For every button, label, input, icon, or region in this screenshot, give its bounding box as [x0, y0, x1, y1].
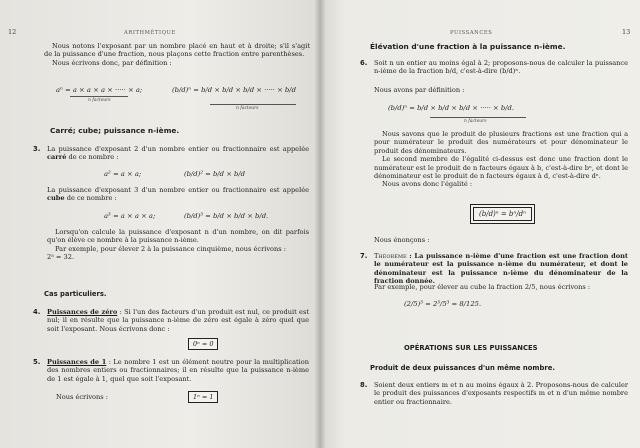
item-number: 5. — [33, 358, 41, 366]
section-title-cas: Cas particuliers. — [44, 290, 107, 298]
formula-cube-fraction: (b/d)³ = b/d × b/d × b/d. — [184, 212, 269, 220]
operations-text: Soient deux entiers m et n au moins égaux à 2. Proposons-nous de calculer le produit des puissances d'exposants respectifs m et n d'un même nombre entier ou fractionnaire. — [374, 381, 628, 406]
item4-text: Puissances de zéro : Si l'un des facteurs d'un produit est nul, ce produit est nul; il en résulte que la puissance n-ième de zéro est égale à zéro quel que soit l'exposant. Nous écrivons donc : — [47, 308, 309, 333]
formula-square-fraction: (b/d)² = b/d × b/d — [184, 170, 246, 178]
formula-b-rhs: = b/d × b/d × b/d × ····· × b/d — [193, 86, 296, 94]
page-number-left: 12 — [8, 28, 17, 36]
formula-square-integer: a² = a × a; — [104, 170, 142, 178]
box-zero-power: 0ⁿ = 0 — [188, 338, 218, 350]
formula-under-label: n facteurs — [236, 106, 259, 111]
box-fraction-theorem: (b/d)ⁿ = bⁿ/dⁿ — [470, 204, 535, 224]
section-subtitle-produit: Produit de deux puissances d'un même nombre. — [370, 364, 555, 372]
section3-body: Nous savons que le produit de plusieurs fractions est une fraction qui a pour numérateur le produit des numérateurs et pour dénominateur le produit des dénominateurs. Le second membre de l'égalité ci-dessus est donc une fraction dont le numérateur est le produit de n facteurs égaux à b, c'est-à-dire bⁿ, et dont le dénominateur est le produit de n facteurs égaux à d, c'est-à-dire dⁿ. Nous avons donc l'égalité : — [374, 130, 628, 189]
item-number: 7. — [360, 252, 368, 260]
item5-text: Puissances de 1 : Le nombre 1 est un élément neutre pour la multiplication des nombres entiers ou fractionnaires; il en résulte que la puissance n-ième de 1 est égale à 1, quel que soit l'exposant. — [47, 358, 309, 383]
section3-p6: Nous énonçons : — [374, 236, 430, 244]
page-number-right: 13 — [622, 28, 631, 36]
section-title-elevation: Élévation d'une fraction à la puissance n-ième. — [370, 42, 566, 51]
item-number: 6. — [360, 59, 368, 67]
item-number: 4. — [33, 308, 41, 316]
item-number: 8. — [360, 381, 368, 389]
section1-p2: La puissance d'exposant 3 d'un nombre entier ou fractionnaire est appelée cube de ce nombre : — [47, 186, 309, 203]
running-head-right: PUISSANCES — [450, 30, 493, 36]
formula-power-integer: aⁿ = a × a × a × ····· × a; — [56, 86, 143, 94]
section1-p1: La puissance d'exposant 2 d'un nombre entier ou fractionnaire est appelée carré de ce nombre : — [47, 145, 309, 162]
formula-example: (2/5)³ = 2³/5³ = 8/125. — [404, 300, 482, 308]
formula-power-fraction — [172, 86, 296, 94]
formula-cube-integer: a³ = a × a × a; — [104, 212, 156, 220]
formula-under-label: n facteurs — [464, 119, 487, 124]
section3-p2: Nous avons par définition : — [374, 86, 465, 94]
intro-definition-lead: Nous écrivons donc, par définition : — [52, 58, 172, 67]
intro-text: Nous notons l'exposant par un nombre placé en haut et à droite; s'il s'agit de la puissance d'une fraction, nous plaçons cette fraction entre parenthèses. — [44, 42, 310, 59]
brace-line — [210, 104, 296, 105]
section-title-carre: Carré; cube; puissance n-ième. — [50, 126, 180, 135]
item5-write: Nous écrivons : — [56, 393, 108, 401]
brace-line — [70, 96, 128, 97]
formula-under-label: n facteurs — [88, 98, 111, 103]
right-page — [320, 0, 640, 448]
theorem-text: Théorème : La puissance n-ième d'une fraction est une fraction dont le numérateur est la puissance n-ième du numérateur, et dont le dénominateur est la puissance n-ième du dénominateur de la fraction donnée. — [374, 252, 628, 286]
item-number: 3. — [33, 145, 41, 153]
formula-b-lhs: (b/d)ⁿ — [172, 86, 192, 94]
running-head-left: ARITHMÉTIQUE — [124, 30, 176, 36]
box-one-power: 1ⁿ = 1 — [188, 391, 218, 403]
section-title-operations: OPÉRATIONS SUR LES PUISSANCES — [404, 344, 538, 352]
section1-p3: Lorsqu'on calcule la puissance d'exposant n d'un nombre, on dit parfois qu'on élève ce nombre à la puissance n-ième. Par exemple, pour élever 2 à la puissance cinquième, nous écrivons : 2⁵ = 32. — [47, 228, 309, 262]
brace-line — [430, 117, 526, 118]
section3-p1: Soit n un entier au moins égal à 2; proposons-nous de calculer la puissance n-ième de la fraction b/d, c'est-à-dire (b/d)ⁿ. — [374, 59, 628, 76]
intro-paragraph — [44, 42, 310, 67]
theorem-example: Par exemple, pour élever au cube la fraction 2/5, nous écrivons : — [374, 283, 591, 291]
formula-fraction-power: (b/d)ⁿ = b/d × b/d × b/d × ····· × b/d. — [388, 104, 515, 112]
